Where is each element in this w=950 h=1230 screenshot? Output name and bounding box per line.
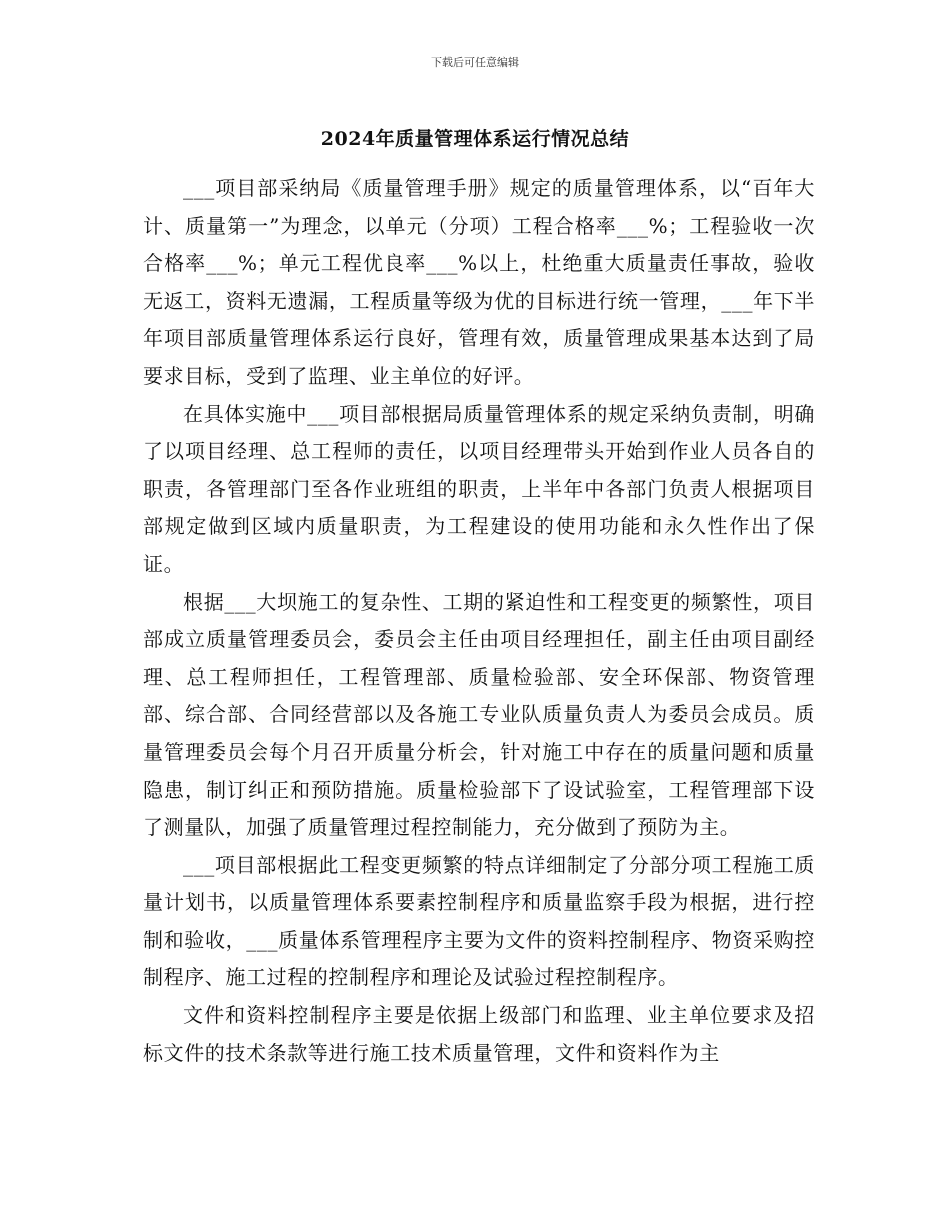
page-header-note: 下载后可任意编辑 bbox=[431, 56, 519, 69]
paragraph: ___项目部根据此工程变更频繁的特点详细制定了分部分项工程施工质量计划书，以质量管理体系要素控制程序和质量监察手段为根据，进行控制和验收，___质量体系管理程序主要为文件的资料控制程序、物资采购控制程序、施工过程的控制程序和理论及试验过程控制程序。 bbox=[143, 852, 815, 990]
paragraph: 文件和资料控制程序主要是依据上级部门和监理、业主单位要求及招标文件的技术条款等进行施工技术质量管理，文件和资料作为主 bbox=[143, 1003, 815, 1065]
paragraph: ___项目部采纳局《质量管理手册》规定的质量管理体系，以“百年大计、质量第一”为理念，以单元（分项）工程合格率___%；工程验收一次合格率___%；单元工程优良率___%以上，杜绝重大质量责任事故，验收无返工，资料无遗漏，工程质量等级为优的目标进行统一管理，___年下半年项目部质量管理体系运行良好，管理有效，质量管理成果基本达到了局要求目标，受到了监理、业主单位的好评。 bbox=[143, 176, 815, 388]
paragraph: 在具体实施中___项目部根据局质量管理体系的规定采纳负责制，明确了以项目经理、总工程师的责任，以项目经理带头开始到作业人员各自的职责，各管理部门至各作业班组的职责，上半年中各部门负责人根据项目部规定做到区域内质量职责，为工程建设的使用功能和永久性作出了保证。 bbox=[143, 401, 815, 576]
document-title: 2024年质量管理体系运行情况总结 bbox=[320, 128, 630, 150]
paragraph: 根据___大坝施工的复杂性、工期的紧迫性和工程变更的频繁性，项目部成立质量管理委员会，委员会主任由项目经理担任，副主任由项目副经理、总工程师担任，工程管理部、质量检验部、安全环保部、物资管理部、综合部、合同经营部以及各施工专业队质量负责人为委员会成员。质量管理委员会每个月召开质量分析会，针对施工中存在的质量问题和质量隐患，制订纠正和预防措施。质量检验部下了设试验室，工程管理部下设了测量队，加强了质量管理过程控制能力，充分做到了预防为主。 bbox=[143, 589, 815, 840]
document-body bbox=[143, 170, 815, 1072]
